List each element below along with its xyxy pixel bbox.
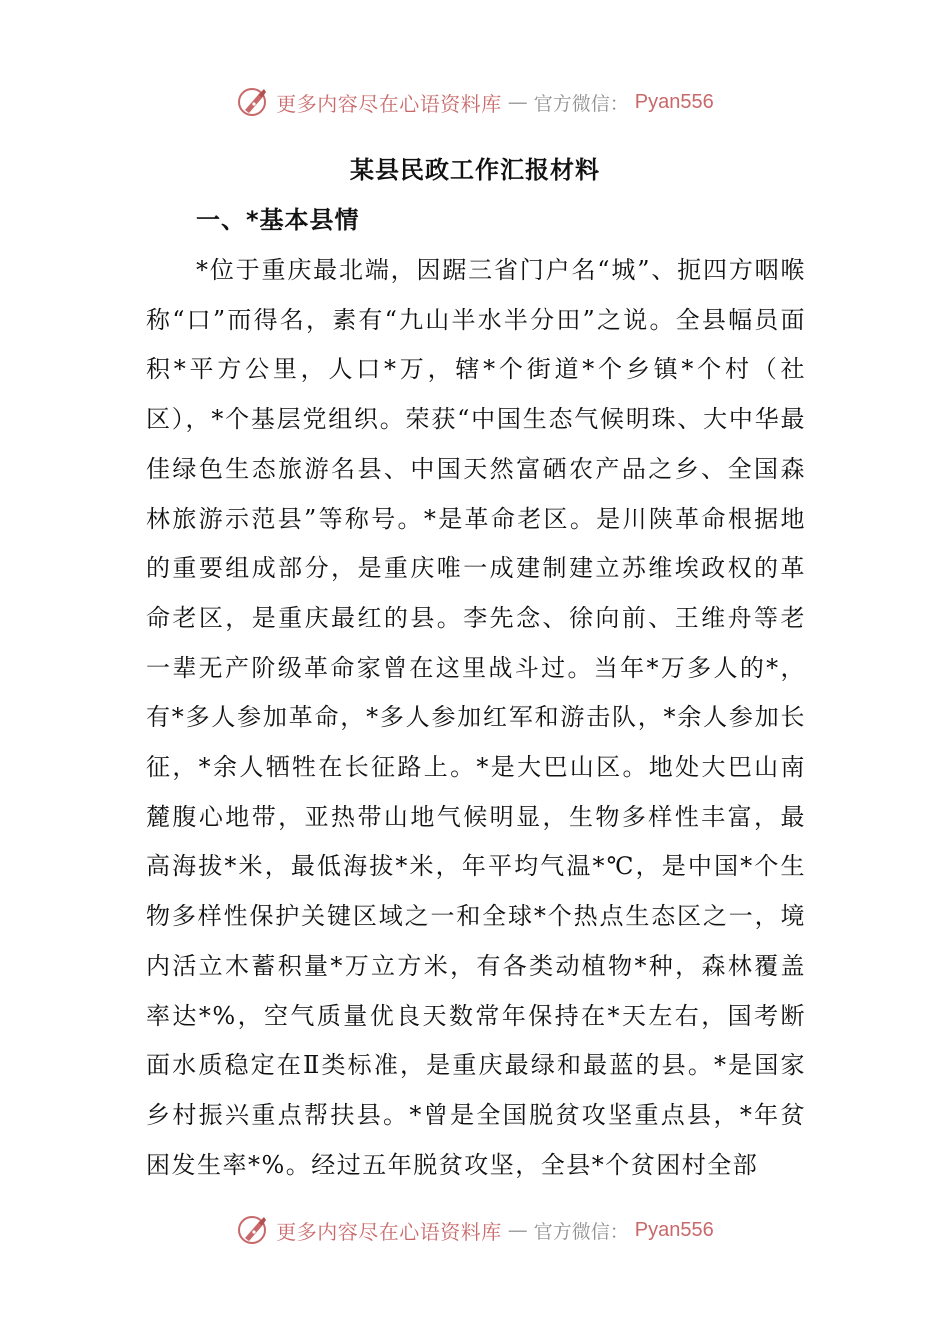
body-paragraph: *位于重庆最北端，因踞三省门户名“城”、扼四方咽喉称“口”而得名，素有“九山半水半分田”之说。全县幅员面积*平方公里，人口*万，辖*个街道*个乡镇*个村（社区），*个基层党组织。荣获“中国生态气候明珠、大中华最佳绿色生态旅游名县、中国天然富硒农产品之乡、全国森林旅游示范县”等称号。*是革命老区。是川陕革命根据地的重要组成部分，是重庆唯一成建制建立苏维埃政权的革命老区，是重庆最红的县。李先念、徐向前、王维舟等老一辈无产阶级革命家曾在这里战斗过。当年*万多人的*，有*多人参加革命，*多人参加红军和游击队，*余人参加长征，*余人牺牲在长征路上。*是大巴山区。地处大巴山南麓腹心地带，亚热带山地气候明显，生物多样性丰富，最高海拔*米，最低海拔*米，年平均气温*℃，是中国*个生物多样性保护关键区域之一和全球*个热点生态区之一，境内活立木蓄积量*万立方米，有各类动植物*种，森林覆盖率达*%，空气质量优良天数常年保持在*天左右，国考断面水质稳定在Ⅱ类标准，是重庆最绿和最蓝的县。*是国家乡村振兴重点帮扶县。*曾是全国脱贫攻坚重点县，*年贫困发生率*%。经过五年脱贫攻坚，全县*个贫困村全部 [146,256,806,1179]
section-heading: 一、*基本县情 [196,206,360,234]
wechat-id: Pyan556 [634,90,714,113]
wechat-id: Pyan556 [634,1218,714,1241]
pen-nib-circle-icon [236,85,270,119]
brand-text: 更多内容尽在心语资料库 [276,91,502,116]
pen-nib-circle-icon [236,1213,270,1247]
brand-text: 更多内容尽在心语资料库 [276,1219,502,1244]
banner-dash: — [507,90,528,114]
header-watermark-banner [0,80,950,124]
footer-watermark-banner [0,1208,950,1252]
wechat-label: 官方微信： [533,1220,629,1243]
document-title: 某县民政工作汇报材料 [350,156,600,184]
wechat-label: 官方微信： [533,92,629,115]
banner-dash: — [507,1218,528,1242]
